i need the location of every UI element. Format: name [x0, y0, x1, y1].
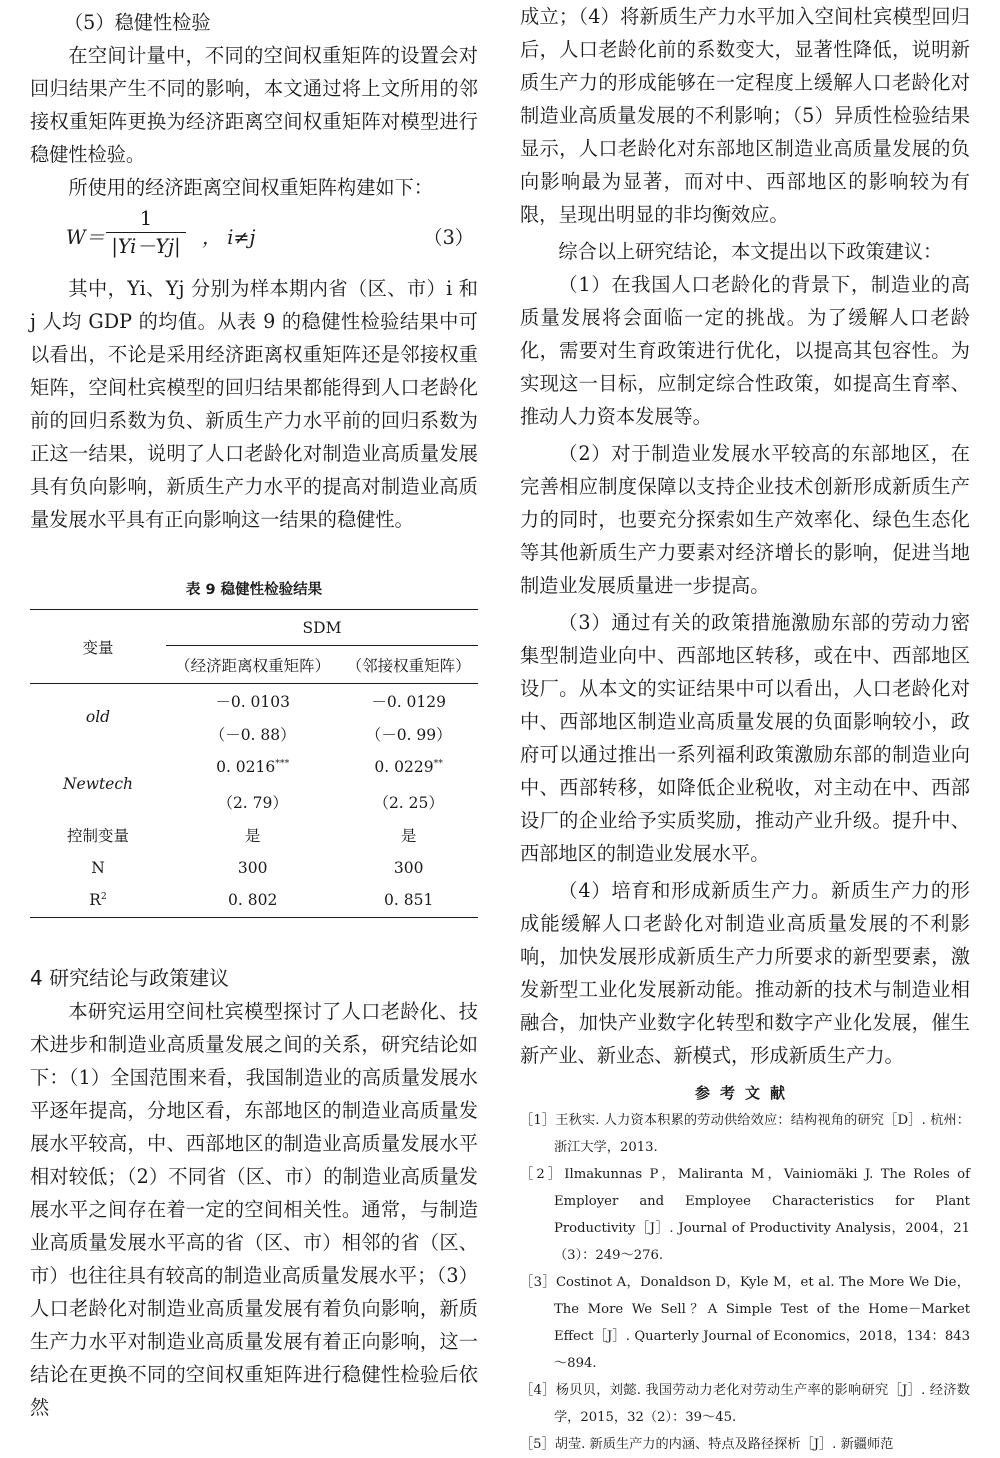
- robustness-paragraph: 在空间计量中，不同的空间权重矩阵的设置会对回归结果产生不同的影响，本文通过将上文所用的邻接权重矩阵更换为经济距离空间权重矩阵对模型进行稳健性检验。: [30, 44, 478, 166]
- equation-numerator: 1: [106, 206, 186, 233]
- newtech-coef1-value: 0. 0216: [216, 758, 276, 777]
- reference-item: ［1］王秋实. 人力资本积累的劳动供给效应：结构视角的研究［D］. 杭州：浙江大学，2013.: [520, 1113, 970, 1155]
- references-heading: 参考文献: [694, 1084, 795, 1102]
- reference-list: [520, 1107, 970, 1458]
- row-newtech-coef2: [339, 750, 478, 786]
- header-col-economic: （经济距离权重矩阵）: [166, 646, 339, 684]
- newtech-coef2-value: 0. 0229: [374, 758, 434, 777]
- policy-2: （2）对于制造业发展水平较高的东部地区，在完善相应制度保障以支持企业技术创新形成新质生产力的同时，也要充分探索如生产效率化、绿色生态化等其他新质生产力要素对经济增长的影响，促进当地制造业发展质量进一步提高。: [520, 442, 970, 597]
- newtech-coef1-stars: ***: [275, 758, 290, 770]
- row-newtech-coef1: [166, 750, 339, 786]
- row-n-v1: 300: [237, 858, 268, 877]
- robustness-table: [30, 609, 478, 918]
- row-control-label: 控制变量: [66, 826, 129, 845]
- equation-denominator: |Yi－Yj|: [111, 235, 181, 258]
- section-4-heading: 4 研究结论与政策建议: [30, 966, 230, 990]
- equation-3: [30, 206, 478, 266]
- row-r2-label: $R^2$: [30, 884, 166, 918]
- newtech-coef2-stars: **: [433, 758, 443, 770]
- row-n-v2: 300: [393, 858, 424, 877]
- row-old-t1: （－0. 88）: [209, 725, 296, 744]
- matrix-intro: 所使用的经济距离空间权重矩阵构建如下：: [68, 176, 433, 199]
- reference-item: ［5］胡莹. 新质生产力的内涵、特点及路径探析［J］. 新疆师范: [520, 1437, 894, 1452]
- reference-item: ［2］Ilmakunnas P，Maliranta M，Vainiomäki J. The Roles of Employer and Employee Characteristics for Plant Productivity［J］. Journal of Productivity Analysis，2004，21（3）：249～276.: [520, 1167, 970, 1263]
- right-column: [520, 0, 970, 1458]
- row-r2-v1: 0. 802: [166, 884, 339, 918]
- row-n-label: N: [91, 858, 105, 877]
- header-col-adjacency: （邻接权重矩阵）: [339, 646, 478, 684]
- equation-fraction: [106, 206, 186, 261]
- policy-4: （4）培育和形成新质生产力。新质生产力的形成能缓解人口老龄化对制造业高质量发展的不利影响，加快发展形成新质生产力所要求的新型要素，激发新型工业化发展新动能。推动新的技术与制造业相融合，加快产业数字化转型和数字产业化发展，催生新产业、新业态、新模式，形成新质生产力。: [520, 879, 970, 1067]
- header-variable: 变量: [30, 610, 166, 684]
- explanation-paragraph: 其中，Yi、Yj 分别为样本期内省（区、市）i 和 j 人均 GDP 的均值。从表 9 的稳健性检验结果中可以看出，不论是采用经济距离权重矩阵还是邻接权重矩阵，空间杜宾模型的回归结果都能得到人口老龄化前的回归系数为负、新质生产力水平前的回归系数为正这一结果，说明了人口老龄化对制造业高质量发展具有负向影响，新质生产力水平的提高对制造业高质量发展水平具有正向影响这一结果的稳健性。: [30, 277, 478, 531]
- equation-condition: ， i≠j: [202, 226, 256, 249]
- row-newtech-t1: （2. 79）: [217, 793, 288, 812]
- row-old-coef2: －0. 0129: [371, 692, 446, 711]
- policy-intro: 综合以上研究结论，本文提出以下政策建议：: [558, 240, 943, 263]
- row-old-label: old: [85, 707, 111, 726]
- conclusion-continued: 成立；（4）将新质生产力水平加入空间杜宾模型回归后，人口老龄化前的系数变大，显著性降低，说明新质生产力的形成能够在一定程度上缓解人口老龄化对制造业高质量发展的不利影响；（5）异质性检验结果显示，人口老龄化对东部地区制造业高质量发展的负向影响最为显著，而对中、西部地区的影响较为有限，呈现出明显的非均衡效应。: [520, 5, 970, 226]
- row-old-t2: （－0. 99）: [365, 725, 452, 744]
- row-old-coef1: －0. 0103: [215, 692, 290, 711]
- reference-item: ［4］杨贝贝，刘懿. 我国劳动力老化对劳动生产率的影响研究［J］. 经济数学，2015，32（2）：39～45.: [520, 1383, 970, 1425]
- robustness-heading: （5）稳健性检验: [64, 11, 211, 34]
- row-r2-v2: 0. 851: [339, 884, 478, 918]
- left-column: [30, 0, 478, 1424]
- row-control-v2: 是: [400, 826, 417, 845]
- row-newtech-t2: （2. 25）: [373, 793, 444, 812]
- policy-1: （1）在我国人口老龄化的背景下，制造业的高质量发展将会面临一定的挑战。为了缓解人口老龄化，需要对生育政策进行优化，以提高其包容性。为实现这一目标，应制定综合性政策，如提高生育率、推动人力资本发展等。: [520, 273, 970, 428]
- table-caption: 表 9 稳健性检验结果: [185, 582, 323, 598]
- header-sdm: SDM: [166, 610, 478, 646]
- reference-item: ［3］Costinot A，Donaldson D，Kyle M，et al. The More We Die，The More We Sell？A Simple Test of the Home－Market Effect［J］. Quarterly Journal of Economics，2018，134：843～894.: [520, 1275, 970, 1371]
- equation-number: （3）: [423, 226, 474, 249]
- row-control-v1: 是: [244, 826, 261, 845]
- policy-3: （3）通过有关的政策措施激励东部的劳动力密集型制造业向中、西部地区转移，或在中、西部地区设厂。从本文的实证结果中可以看出，人口老龄化对中、西部地区制造业高质量发展的负面影响较小，政府可以通过推出一系列福利政策激励东部的制造业向中、西部转移，如降低企业税收，对主动在中、西部设厂的企业给予实质奖励，推动产业升级。提升中、西部地区的制造业发展水平。: [520, 611, 970, 865]
- equation-lhs: W＝: [66, 226, 105, 249]
- row-newtech-label: Newtech: [62, 774, 134, 793]
- conclusion-paragraph: 本研究运用空间杜宾模型探讨了人口老龄化、技术进步和制造业高质量发展之间的关系，研究结论如下：（1）全国范围来看，我国制造业的高质量发展水平逐年提高，分地区看，东部地区的制造业高质量发展水平较高，中、西部地区的制造业高质量发展水平相对较低；（2）不同省（区、市）的制造业高质量发展水平之间存在着一定的空间相关性。通常，与制造业高质量发展水平高的省（区、市）相邻的省（区、市）也往往具有较高的制造业高质量发展水平；（3）人口老龄化对制造业高质量发展有着负向影响，新质生产力水平对制造业高质量发展有着正向影响，这一结论在更换不同的空间权重矩阵进行稳健性检验后依然: [30, 1000, 478, 1419]
